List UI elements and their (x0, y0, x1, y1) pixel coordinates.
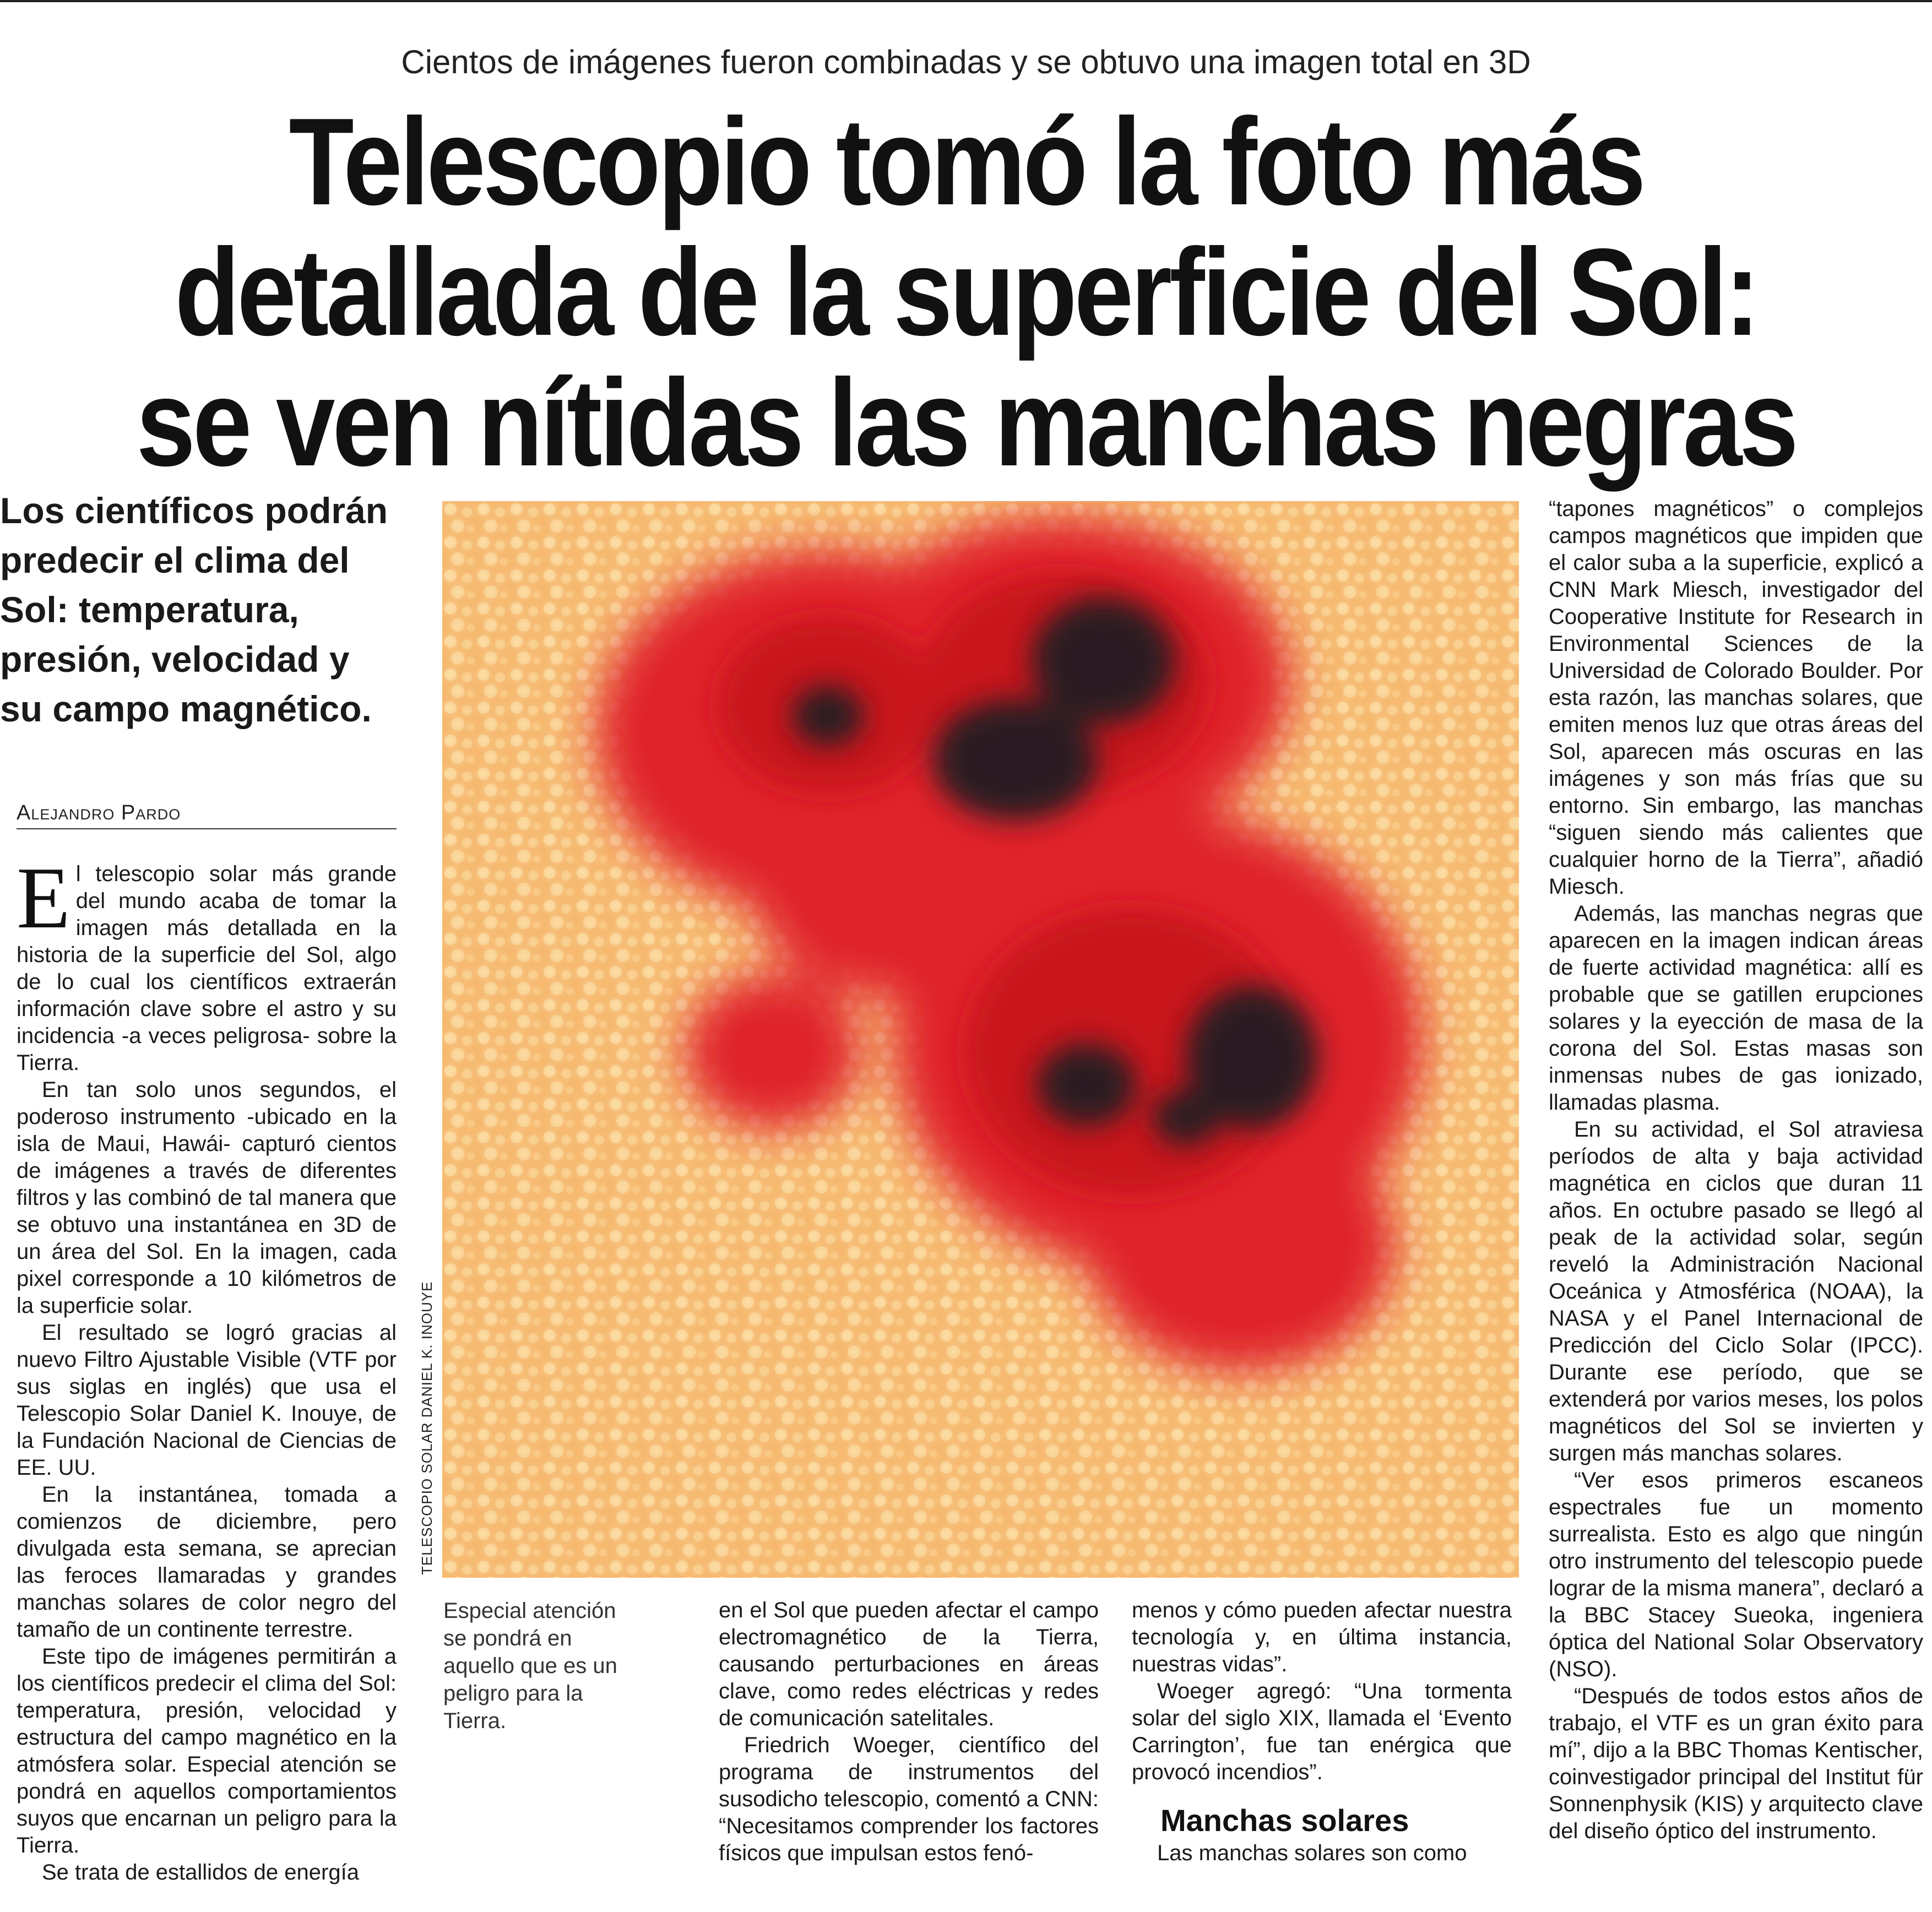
paragraph: “Después de todos estos años de trabajo, el VTF es un gran éxito para mí”, dijo a la BBC Thomas Kentischer, coinvestigador principal del Institut für Sonnenphysik (KIS) y arquitecto clave del diseño óptico del instrumento. (1549, 1684, 1923, 1843)
paragraph: Se trata de estallidos de energía (42, 1860, 359, 1884)
subhead: Manchas solares (1160, 1803, 1409, 1838)
paragraph: En su actividad, el Sol atraviesa períodos de alta y baja actividad magnética en ciclos que duran 11 años. En octubre pasado se llegó al peak de la actividad solar, según reveló la Administración Nacional Oceánica y Atmosférica (NOAA), la NASA y el Panel Internacional de Predicción del Ciclo Solar (IPCC). Durante ese período, que se extenderá por varios meses, los polos magnéticos del Sol se invierten y surgen más manchas solares. (1549, 1117, 1923, 1465)
paragraph: menos y cómo pueden afectar nuestra tecnología y, en última instancia, nuestras vidas”. (1132, 1598, 1512, 1676)
paragraph: Este tipo de imágenes permitirán a los científicos predecir el clima del Sol: temperatura, presión, velocidad y estructura del campo magnético en la atmósfera solar. Especial atención se pondrá en aquellos comportamientos suyos que encarnan un peligro para la Tierra. (17, 1644, 397, 1857)
byline: Alejandro Pardo (17, 801, 397, 829)
paragraph: Friedrich Woeger, científico del programa de instrumentos del susodicho telescopio, comentó a CNN: “Necesitamos comprender los factores físicos que impulsan estos fenó- (719, 1733, 1099, 1865)
photo-caption: Especial atención se pondrá en aquello que es un peligro para la Tierra. (443, 1599, 617, 1733)
headline-line-2: detallada de la superficie del Sol: (175, 222, 1757, 361)
kicker: Cientos de imágenes fueron combinadas y se obtuvo una imagen total en 3D (401, 44, 1531, 80)
deck: Los científicos podrán predecir el clima del Sol: temperatura, presión, velocidad y su campo magnético. (0, 490, 388, 729)
paragraph: Las manchas solares son como (1157, 1841, 1467, 1865)
dropcap: E (17, 849, 70, 947)
paragraph: En tan solo unos segundos, el poderoso instrumento -ubicado en la isla de Maui, Hawái- capturó cientos de imágenes a través de diferentes filtros y las combinó de tal manera que se obtuvo una instantánea en 3D de un área del Sol. En la imagen, cada pixel corresponde a 10 kilómetros de la superficie solar. (17, 1078, 397, 1318)
paragraph: “tapones magnéticos” o complejos campos magnéticos que impiden que el calor suba a la superficie, explicó a CNN Mark Miesch, investigador del Cooperative Institute for Research in Environmental Sciences de la Universidad de Colorado Boulder. Por esta razón, las manchas solares, que emiten menos luz que otras áreas del Sol, aparecen más oscuras en las imágenes y son más frías que su entorno. Sin embargo, las manchas “siguen siendo más calientes que cualquier horno de la Tierra”, añadió Miesch. (1549, 497, 1923, 899)
paragraph: “Ver esos primeros escaneos espectrales fue un momento surrealista. Esto es algo que ningún otro instrumento del telescopio puede lograr de la misma manera”, declaró a la BBC Stacey Sueoka, ingeniera óptica del National Solar Observatory (NSO). (1549, 1468, 1923, 1681)
paragraph: El telescopio solar más grande del mundo acaba de tomar la imagen más detallada en la historia de la superficie del Sol, algo de lo cual los científicos extraerán información clave sobre el astro y su incidencia -a veces peligrosa- sobre la Tierra. (17, 849, 397, 1075)
paragraph: en el Sol que pueden afectar el campo electromagnético de la Tierra, causando perturbaciones en áreas clave, como redes eléctricas y redes de comunicación satelitales. (719, 1598, 1099, 1730)
paragraph: En la instantánea, tomada a comienzos de diciembre, pero divulgada esta semana, se aprecian las feroces llamaradas y grandes manchas solares de color negro del tamaño de un continente terrestre. (17, 1482, 397, 1642)
paragraph: El resultado se logró gracias al nuevo Filtro Ajustable Visible (VTF por sus siglas en inglés) que usa el Telescopio Solar Daniel K. Inouye, de la Fundación Nacional de Ciencias de EE. UU. (17, 1321, 397, 1480)
sun-surface-photo (442, 501, 1519, 1578)
body-column-1 (17, 849, 397, 1886)
paragraph: Woeger agregó: “Una tormenta solar del siglo XIX, llamada el ‘Evento Carrington’, fue tan enérgica que provocó incendios”. (1132, 1679, 1512, 1784)
body-column-5 (1549, 496, 1923, 1845)
photo-credit: TELESCOPIO SOLAR DANIEL K. INOUYE (419, 1281, 435, 1575)
paragraph: Además, las manchas negras que aparecen en la imagen indican áreas de fuerte actividad magnética: allí es probable que se gatillen erupciones solares y la eyección de masa de la corona del Sol. Estas masas son inmensas nubes de gas ionizado, llamadas plasma. (1549, 901, 1923, 1115)
headline-line-1: Telescopio tomó la foto más (289, 92, 1643, 231)
body-column-4 (1132, 1597, 1512, 1867)
body-column-3 (719, 1597, 1099, 1867)
headline-line-3: se ven nítidas las manchas negras (136, 353, 1796, 492)
headline (135, 92, 1797, 492)
top-rule (0, 0, 1932, 2)
